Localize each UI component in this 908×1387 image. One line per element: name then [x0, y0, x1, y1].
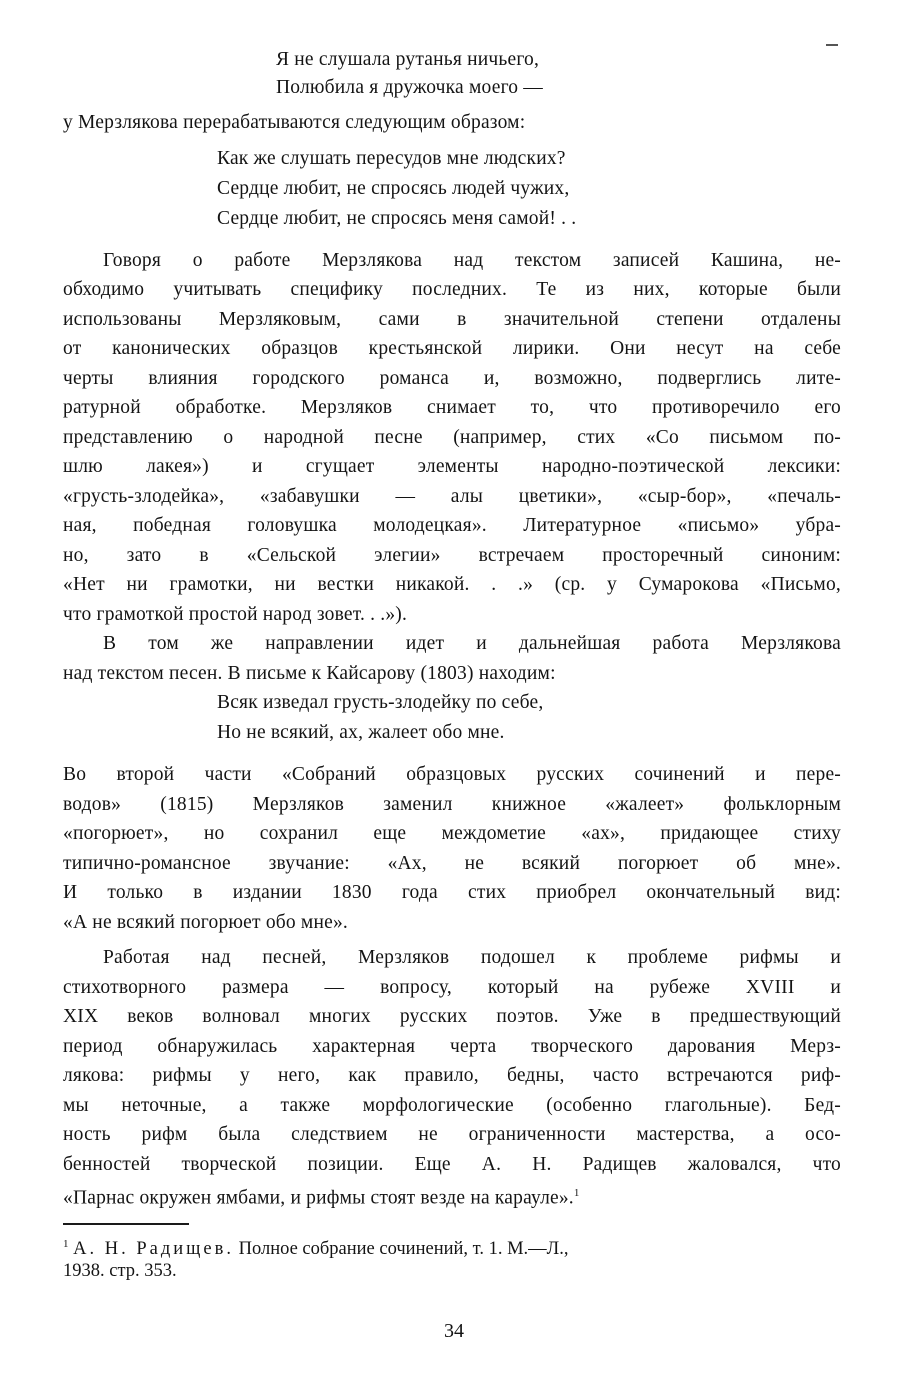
paragraph-line: ность рифм была следствием не ограниченности мастерства, а осо-: [63, 1124, 841, 1145]
paragraph-line: использованы Мерзляковым, сами в значительной степени отдалены: [63, 308, 841, 330]
paragraph-line: водов» (1815) Мерзляков заменил книжное «жалеет» фольклорным: [63, 793, 841, 815]
verse-b-line: Сердце любит, не спросясь меня самой! . .: [217, 207, 577, 229]
paragraph-line: стихотворного размера — вопросу, который на рубеже XVIII и: [63, 976, 841, 998]
paragraph-line: «грусть-злодейка», «забавушки — алы цветики», «сыр-бор», «печаль-: [63, 485, 841, 507]
paragraph-line: шлю лакея») и сгущает элементы народно-поэтической лексики:: [63, 456, 841, 477]
verse-b-line: Как же слушать пересудов мне людских?: [217, 147, 566, 169]
verse-a: [63, 46, 841, 102]
paragraph-line: но, зато в «Сельской элегии» встречаем просторечный синоним:: [63, 544, 841, 566]
footnote-divider: [63, 1223, 189, 1225]
paragraph-line: обходимо учитывать специфику последних. Те из них, которые были: [63, 279, 841, 300]
verse-b: [63, 144, 841, 234]
paragraph-line: бенностей творческой позиции. Еще А. Н. Радищев жаловался, что: [63, 1153, 841, 1175]
paragraph-line: XIX веков волновал многих русских поэтов. Уже в предшествующий: [63, 1006, 841, 1027]
paragraph-line: мы неточные, а также морфологические (особенно глагольные). Бед-: [63, 1094, 841, 1116]
paragraph-line: типично-романсное звучание: «Ах, не всякий погорюет об мне».: [63, 852, 841, 874]
footnote: [63, 1231, 841, 1285]
paragraph-line: Работая над песней, Мерзляков подошел к проблеме рифмы и: [103, 947, 841, 968]
page-body: [63, 46, 841, 1285]
paragraph-3: [63, 760, 841, 937]
verse-c-line: Но не всякий, ах, жалеет обо мне.: [217, 722, 505, 743]
paragraph-line: период обнаружилась характерная черта творческого дарования Мерз-: [63, 1035, 841, 1057]
footnote-line: 1938. стр. 353.: [63, 1260, 177, 1281]
paragraph-line: представлению о народной песне (например, стих «Со письмом по-: [63, 426, 841, 448]
paragraph-line: Во второй части «Собраний образцовых русских сочинений и пере-: [63, 764, 841, 785]
paragraph-line: И только в издании 1830 года стих приобрел окончательный вид:: [63, 882, 841, 903]
paragraph-line: [63, 1179, 841, 1209]
footnote-reference[interactable]: 1: [573, 1187, 580, 1199]
paragraph-1: [63, 246, 841, 630]
footnote-marker: 1: [63, 1237, 69, 1250]
paragraph-2: [63, 629, 841, 688]
footnote-line: [63, 1231, 841, 1258]
verse-a-line: Я не слушала рутанья ничьего,: [276, 49, 540, 70]
footnote-author: А. Н. Радищев.: [73, 1238, 234, 1259]
paragraph-line: «А не всякий погорюет обо мне».: [63, 911, 348, 933]
paragraph-line: В том же направлении идет и дальнейшая работа Мерзлякова: [103, 633, 841, 654]
paragraph-line: лякова: рифмы у него, как правило, бедны, часто встречаются риф-: [63, 1065, 841, 1086]
paragraph-line: ная, победная головушка молодецкая». Литературное «письмо» убра-: [63, 515, 841, 536]
verse-a-continuation: у Мерзлякова перерабатываются следующим образом:: [63, 112, 526, 133]
paragraph-line: черты влияния городского романса и, возможно, подверглись лите-: [63, 367, 841, 389]
paragraph-line: от канонических образцов крестьянской лирики. Они несут на себе: [63, 338, 841, 359]
verse-a-line: Полюбила я дружочка моего —: [276, 77, 544, 98]
paragraph-line: «погорюет», но сохранил еще междометие «ах», придающее стиху: [63, 823, 841, 844]
paragraph-line: Говоря о работе Мерзлякова над текстом записей Кашина, не-: [103, 249, 841, 271]
verse-c-line: Всяк изведал грусть-злодейку по себе,: [217, 692, 544, 713]
paragraph-line: «Нет ни грамотки, ни вестки никакой. . .» (ср. у Сумарокова «Письмо,: [63, 574, 841, 595]
paragraph-line-text: «Парнас окружен ямбами, и рифмы стоят везде на карауле».: [63, 1187, 574, 1209]
paragraph-line: ратурной обработке. Мерзляков снимает то, что противоречило его: [63, 397, 841, 418]
paragraph-4: [63, 943, 841, 1209]
paragraph-line: над текстом песен. В письме к Кайсарову (1803) находим:: [63, 662, 556, 684]
verse-b-line: Сердце любит, не спросясь людей чужих,: [217, 177, 570, 199]
footnote-text: Полное собрание сочинений, т. 1. М.—Л.,: [238, 1238, 569, 1259]
page-number: 34: [444, 1320, 464, 1342]
verse-c: [63, 688, 841, 748]
paragraph-line: что грамоткой простой народ зовет. . .»).: [63, 603, 408, 625]
